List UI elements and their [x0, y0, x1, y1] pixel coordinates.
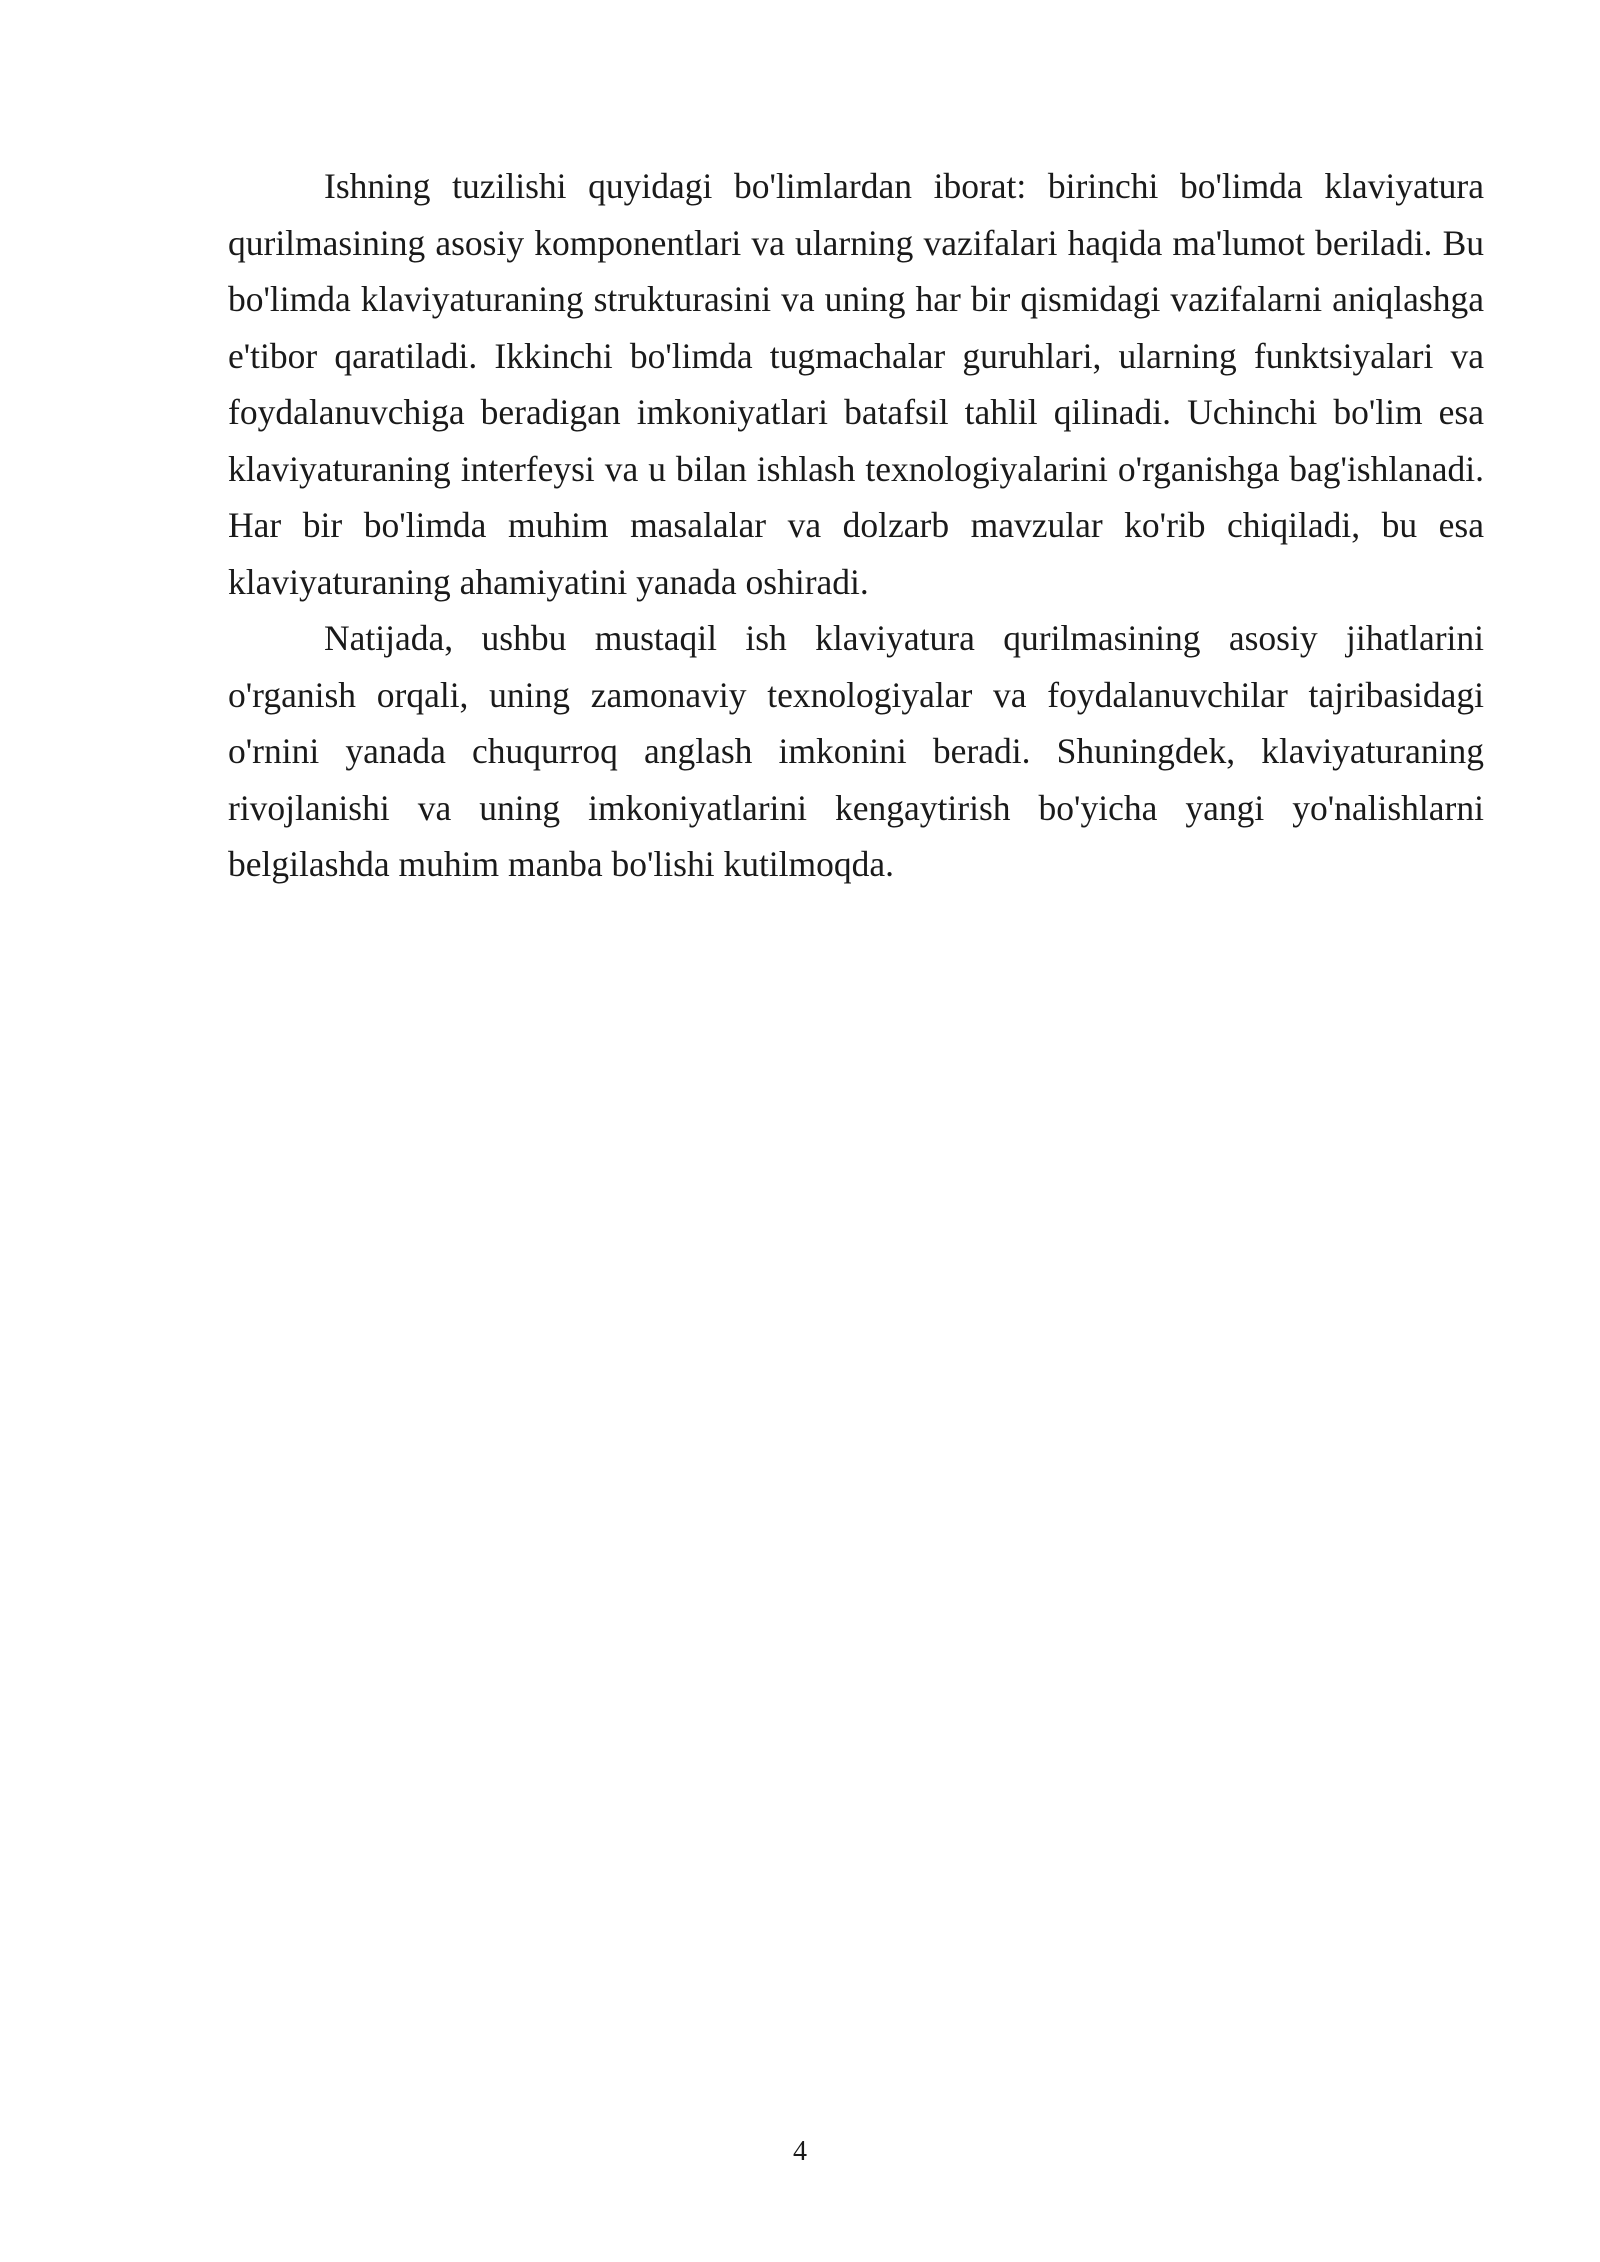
paragraph-structure: Ishning tuzilishi quyidagi bo'limlardan iborat: birinchi bo'limda klaviyatura qurilmasining asosiy komponentlari va ularning vazifalari haqida ma'lumot beriladi. Bu bo'limda klaviyaturaning strukturasini va uning har bir qismidagi vazifalarni aniqlashga e'tibor qaratiladi. Ikkinchi bo'limda tugmachalar guruhlari, ularning funktsiyalari va foydalanuvchiga beradigan imkoniyatlari batafsil tahlil qilinadi. Uchinchi bo'lim esa klaviyaturaning interfeysi va u bilan ishlash texnologiyalarini o'rganishga bag'ishlanadi. Har bir bo'limda muhim masalalar va dolzarb mavzular ko'rib chiqiladi, bu esa klaviyaturaning ahamiyatini yanada oshiradi. [228, 166, 1484, 602]
page-number: 4 [793, 2136, 807, 2167]
paragraph-conclusion: Natijada, ushbu mustaqil ish klaviyatura qurilmasining asosiy jihatlarini o'rganish orqali, uning zamonaviy texnologiyalar va foydalanuvchilar tajribasidagi o'rnini yanada chuqurroq anglash imkonini beradi. Shuningdek, klaviyaturaning rivojlanishi va uning imkoniyatlarini kengaytirish bo'yicha yangi yo'nalishlarni belgilashda muhim manba bo'lishi kutilmoqda. [228, 618, 1484, 884]
document-body [228, 158, 1484, 893]
